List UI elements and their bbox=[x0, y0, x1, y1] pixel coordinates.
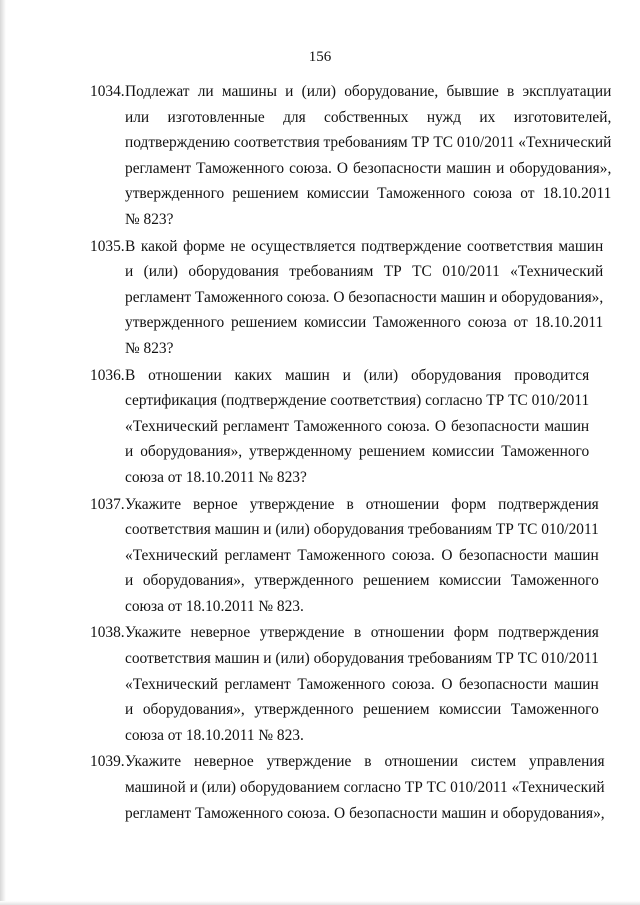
text-line: союза от 18.10.2011 № 823. bbox=[125, 597, 304, 615]
text-line: регламент Таможенного союза. О безопасности машин и оборудования», bbox=[125, 159, 612, 177]
text-line: утвержденного решением комиссии Таможенного союза от 18.10.2011 bbox=[125, 185, 612, 203]
text-line: № 823? bbox=[125, 339, 174, 357]
question-item-1038 bbox=[90, 620, 599, 748]
text-line: сертификация (подтверждение соответствия) согласно ТР ТС 010/2011 bbox=[125, 392, 590, 410]
question-number: 1038. bbox=[90, 624, 125, 642]
text-line: и оборудования», утвержденного решением комиссии Таможенного bbox=[125, 701, 599, 719]
text-line: или изготовленные для собственных нужд их изготовителей, bbox=[125, 108, 612, 126]
text-line: Укажите верное утверждение в отношении форм подтверждения bbox=[125, 495, 599, 513]
scan-edge-shadow bbox=[0, 0, 6, 905]
text-line: «Технический регламент Таможенного союза. О безопасности машин bbox=[125, 546, 599, 564]
question-item-1034 bbox=[90, 79, 612, 233]
text-line: соответствия машин и (или) оборудования требованиям ТР ТС 010/2011 bbox=[125, 521, 599, 539]
question-number: 1036. bbox=[90, 366, 125, 384]
question-number: 1035. bbox=[90, 237, 125, 255]
question-item-1037 bbox=[90, 492, 599, 620]
text-line: утвержденного решением комиссии Таможенного союза от 18.10.2011 bbox=[125, 314, 604, 332]
text-line: Укажите неверное утверждение в отношении форм подтверждения bbox=[125, 624, 599, 642]
question-text bbox=[122, 79, 611, 233]
question-list bbox=[90, 79, 612, 827]
text-line: регламент Таможенного союза. О безопасности машин и оборудования», bbox=[125, 288, 604, 306]
text-line: Подлежат ли машины и (или) оборудование, бывшие в эксплуатации bbox=[125, 83, 612, 100]
text-line: В отношении каких машин и (или) оборудования проводится bbox=[125, 366, 590, 384]
question-text bbox=[122, 749, 605, 826]
question-item-1036 bbox=[90, 363, 590, 491]
text-line: и оборудования», утвержденному решением комиссии Таможенного bbox=[125, 443, 590, 461]
text-line: союза от 18.10.2011 № 823. bbox=[125, 726, 304, 744]
text-line: подтверждению соответствия требованиям ТР ТС 010/2011 «Технический bbox=[125, 134, 612, 152]
text-line: «Технический регламент Таможенного союза. О безопасности машин bbox=[125, 417, 590, 435]
text-line: Укажите неверное утверждение в отношении систем управления bbox=[125, 753, 605, 771]
text-line: и оборудования», утвержденного решением комиссии Таможенного bbox=[125, 572, 599, 590]
question-text bbox=[122, 620, 599, 748]
text-line: союза от 18.10.2011 № 823? bbox=[125, 468, 307, 486]
text-line: регламент Таможенного союза. О безопасности машин и оборудования», bbox=[125, 804, 605, 822]
text-line: соответствия машин и (или) оборудования требованиям ТР ТС 010/2011 bbox=[125, 650, 599, 668]
text-line: и (или) оборудования требованиям ТР ТС 010/2011 «Технический bbox=[125, 263, 604, 281]
text-line: машиной и (или) оборудованием согласно ТР ТС 010/2011 «Технический bbox=[125, 779, 605, 797]
question-item-1039 bbox=[90, 749, 605, 826]
question-number: 1039. bbox=[90, 753, 125, 771]
text-line: № 823? bbox=[125, 210, 174, 228]
scan-bottom-edge bbox=[0, 901, 640, 905]
question-item-1035 bbox=[90, 234, 604, 362]
page-number: 156 bbox=[308, 49, 332, 65]
question-text bbox=[122, 363, 589, 491]
text-line: «Технический регламент Таможенного союза. О безопасности машин bbox=[125, 675, 599, 693]
question-number: 1034. bbox=[90, 83, 125, 100]
question-number: 1037. bbox=[90, 495, 125, 513]
question-text bbox=[122, 234, 603, 362]
text-line: В какой форме не осуществляется подтверждение соответствия машин bbox=[125, 237, 604, 255]
question-text bbox=[122, 492, 599, 620]
